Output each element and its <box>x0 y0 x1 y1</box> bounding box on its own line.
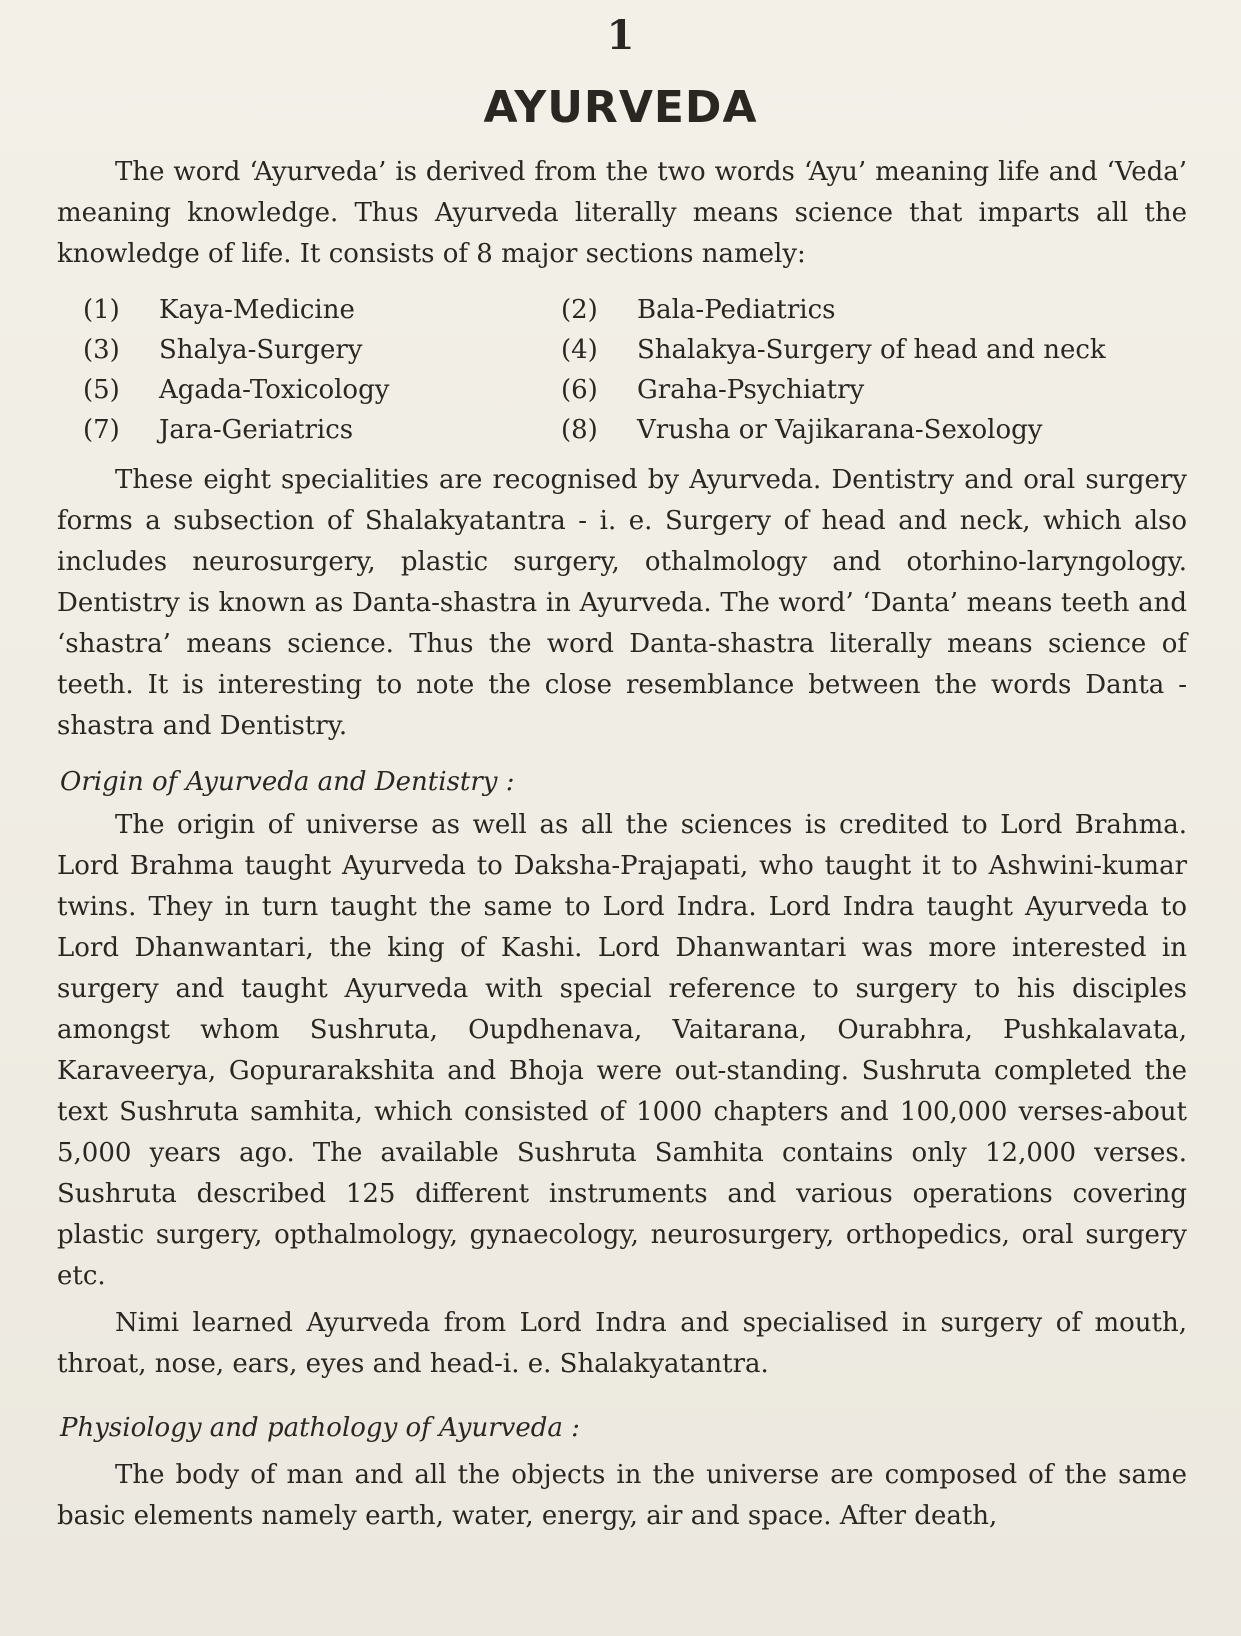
specialities-paragraph: These eight specialities are recognised by Ayurveda. Dentistry and oral surgery forms a subsection of Shalakyatantra - i. e. Surgery of head and neck, which also includes neurosurgery, plastic surgery, othalmology and otorhino-laryngology. Dentistry is known as Danta-shastra in Ayurveda. The word’ ‘Danta’ means teeth and ‘shastra’ means science. Thus the word Danta-shastra literally means science of teeth. It is interesting to note the close resemblance between the words Danta - shastra and Dentistry. <box>57 465 1187 741</box>
physiology-heading: Physiology and pathology of Ayurveda : <box>60 1413 580 1443</box>
list-item-label: Shalakya-Surgery of head and neck <box>637 335 1106 365</box>
list-item <box>561 330 1106 370</box>
list-item-number: (4) <box>561 335 598 365</box>
physiology-paragraph: The body of man and all the objects in the universe are composed of the same basic elements namely earth, water, energy, air and space. After death, <box>57 1460 1187 1531</box>
list-item-label: Agada-Toxicology <box>159 375 390 405</box>
sections-list <box>83 290 1193 458</box>
list-item <box>83 330 362 370</box>
list-item <box>83 410 353 450</box>
list-item-number: (5) <box>83 375 120 405</box>
list-item-number: (7) <box>83 415 120 445</box>
list-item <box>561 290 835 330</box>
list-item-number: (8) <box>561 415 598 445</box>
list-item <box>83 370 389 410</box>
list-item-label: Kaya-Medicine <box>159 295 355 325</box>
list-item-number: (1) <box>83 295 120 325</box>
chapter-number: 1 <box>606 12 635 59</box>
list-item <box>561 410 1042 450</box>
list-item <box>83 290 355 330</box>
list-item-number: (6) <box>561 375 598 405</box>
list-item-label: Shalya-Surgery <box>159 335 363 365</box>
list-item-label: Jara-Geriatrics <box>159 415 354 445</box>
origin-paragraph: The origin of universe as well as all the sciences is credited to Lord Brahma. Lord Brahma taught Ayurveda to Daksha-Prajapati, who taught it to Ashwini-kumar twins. They in turn taught the same to Lord Indra. Lord Indra taught Ayurveda to Lord Dhanwantari, the king of Kashi. Lord Dhanwantari was more interested in surgery and taught Ayurveda with special reference to surgery to his disciples amongst whom Sushruta, Oupdhenava, Vaitarana, Ourabhra, Pushkalavata, Karaveerya, Gopurarakshita and Bhoja were out-standing. Sushruta completed the text Sushruta samhita, which consisted of 1000 chapters and 100,000 verses-about 5,000 years ago. The available Sushruta Samhita contains only 12,000 verses. Sushruta described 125 different instruments and various operations covering plastic surgery, opthalmology, gynaecology, neurosurgery, orthopedics, oral surgery etc. <box>57 810 1187 1291</box>
list-item-number: (2) <box>561 295 598 325</box>
origin-heading: Origin of Ayurveda and Dentistry : <box>60 767 515 797</box>
list-item-number: (3) <box>83 335 120 365</box>
nimi-paragraph: Nimi learned Ayurveda from Lord Indra and specialised in surgery of mouth, throat, nose, ears, eyes and head-i. e. Shalakyatantra. <box>57 1308 1187 1379</box>
intro-paragraph: The word ‘Ayurveda’ is derived from the two words ‘Ayu’ meaning life and ‘Veda’ meaning knowledge. Thus Ayurveda literally means science that imparts all the knowledge of life. It consists of 8 major sections namely: <box>57 157 1187 269</box>
list-item-label: Vrusha or Vajikarana-Sexology <box>637 415 1043 445</box>
chapter-title: AYURVEDA <box>483 82 758 133</box>
list-item-label: Graha-Psychiatry <box>637 375 865 405</box>
list-item <box>561 370 864 410</box>
list-item-label: Bala-Pediatrics <box>637 295 836 325</box>
